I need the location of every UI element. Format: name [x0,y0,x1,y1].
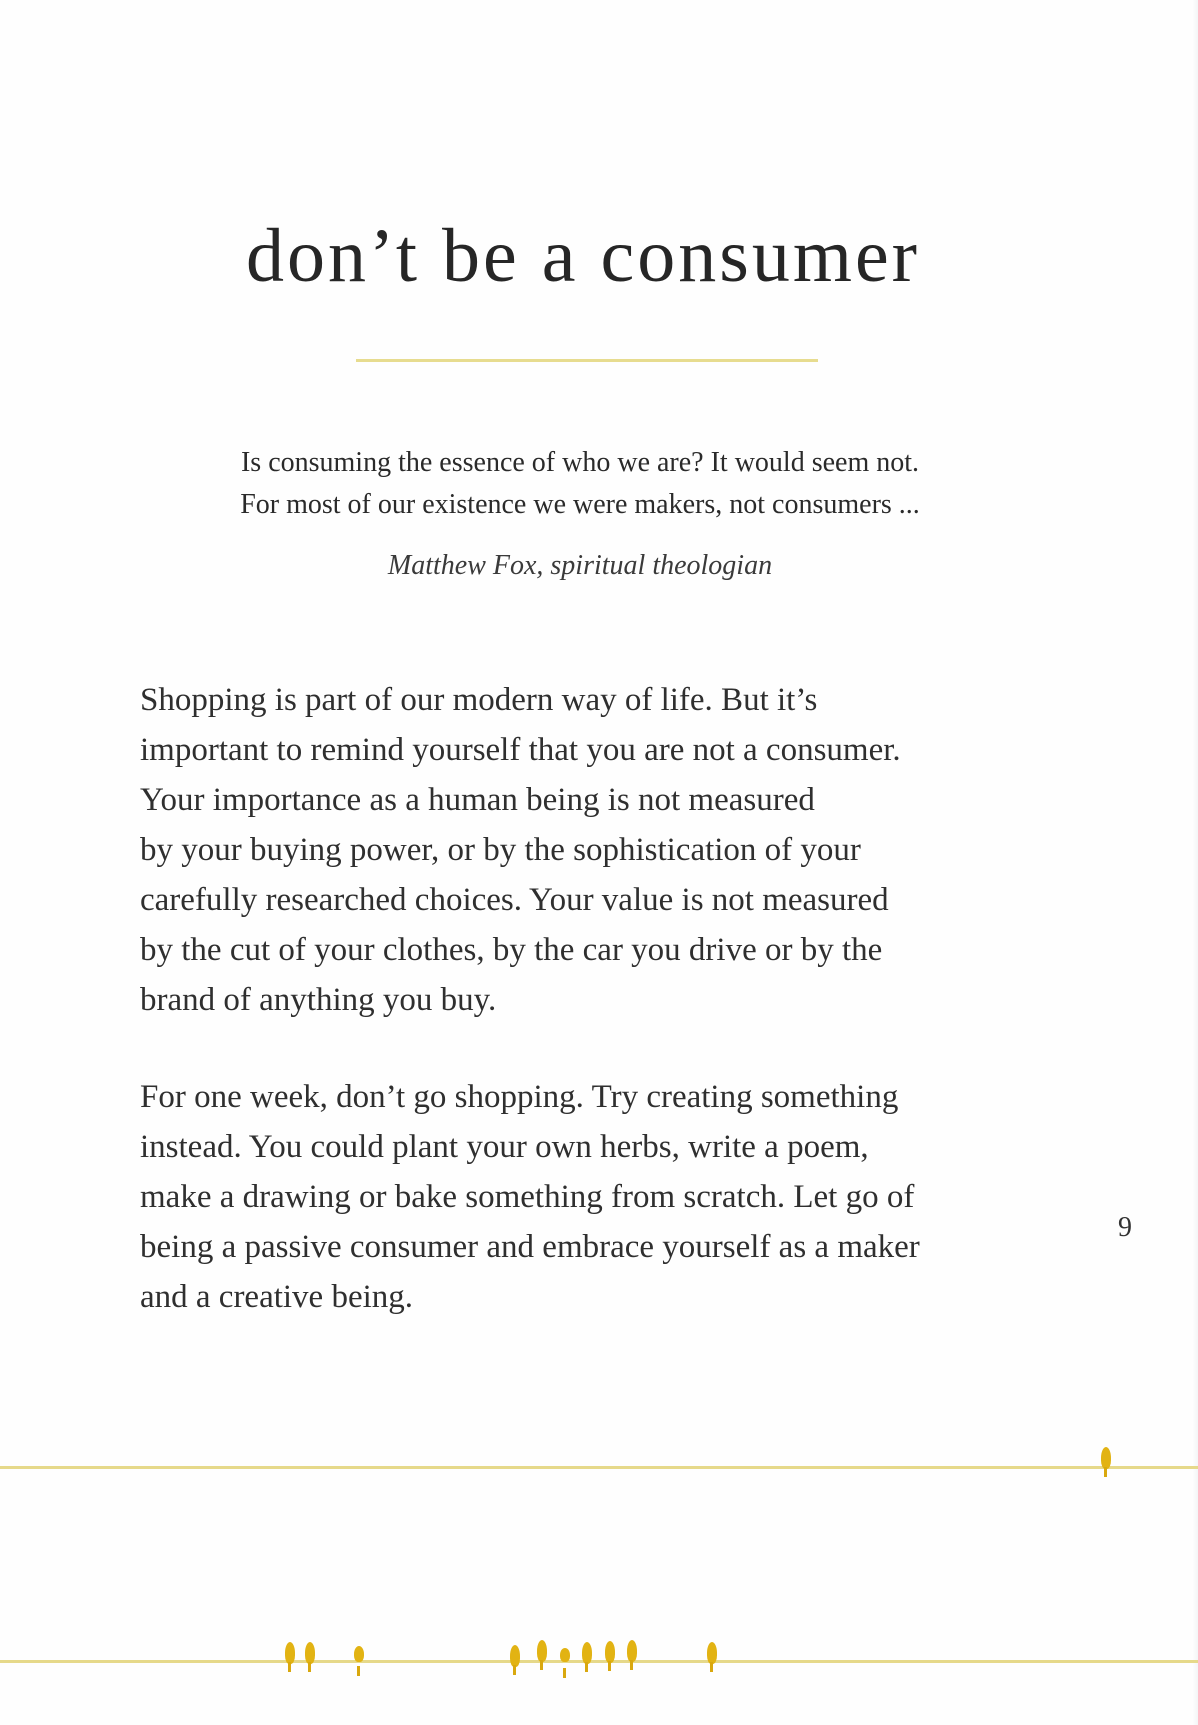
body-paragraph-2 [140,1072,1040,1322]
text-line: by your buying power, or by the sophistication of your [140,832,861,868]
text-line: and a creative being. [140,1279,414,1315]
text-line: Your importance as a human being is not measured [140,782,815,818]
bird-icon [560,1648,570,1662]
text-line: instead. You could plant your own herbs, write a poem, [140,1129,869,1165]
decorative-wire-upper [0,1466,1198,1469]
text-line: important to remind yourself that you are not a consumer. [140,732,901,768]
bird-icon [305,1642,315,1664]
text-line: carefully researched choices. Your value is not measured [140,882,889,918]
bird-icon [605,1641,615,1663]
bird-icon [707,1642,717,1664]
text-line: make a drawing or bake something from scratch. Let go of [140,1179,915,1215]
text-line: being a passive consumer and embrace yourself as a maker [140,1229,920,1265]
page-title: don’t be a consumer [246,214,920,298]
quote-attribution: Matthew Fox, spiritual theologian [387,550,773,581]
text-line: Shopping is part of our modern way of life. But it’s [140,682,818,718]
text-line: brand of anything you buy. [140,982,497,1018]
bird-icon [582,1642,592,1664]
bird-icon [285,1642,295,1664]
bird-icon [1101,1447,1111,1469]
page-number: 9 [1118,1212,1132,1243]
quote-line: For most of our existence we were makers, not consumers ... [240,489,920,520]
bird-icon [510,1645,520,1667]
bird-icon [354,1646,364,1662]
text-line: by the cut of your clothes, by the car you drive or by the [140,932,883,968]
text-line: For one week, don’t go shopping. Try creating something [140,1079,899,1115]
body-paragraph-1 [140,675,1040,1025]
epigraph-quote [140,442,1020,526]
title-divider [356,359,818,362]
quote-line: Is consuming the essence of who we are? It would seem not. [240,447,920,478]
bird-icon [627,1640,637,1662]
bird-icon [537,1640,547,1662]
decorative-wire-lower [0,1660,1198,1663]
